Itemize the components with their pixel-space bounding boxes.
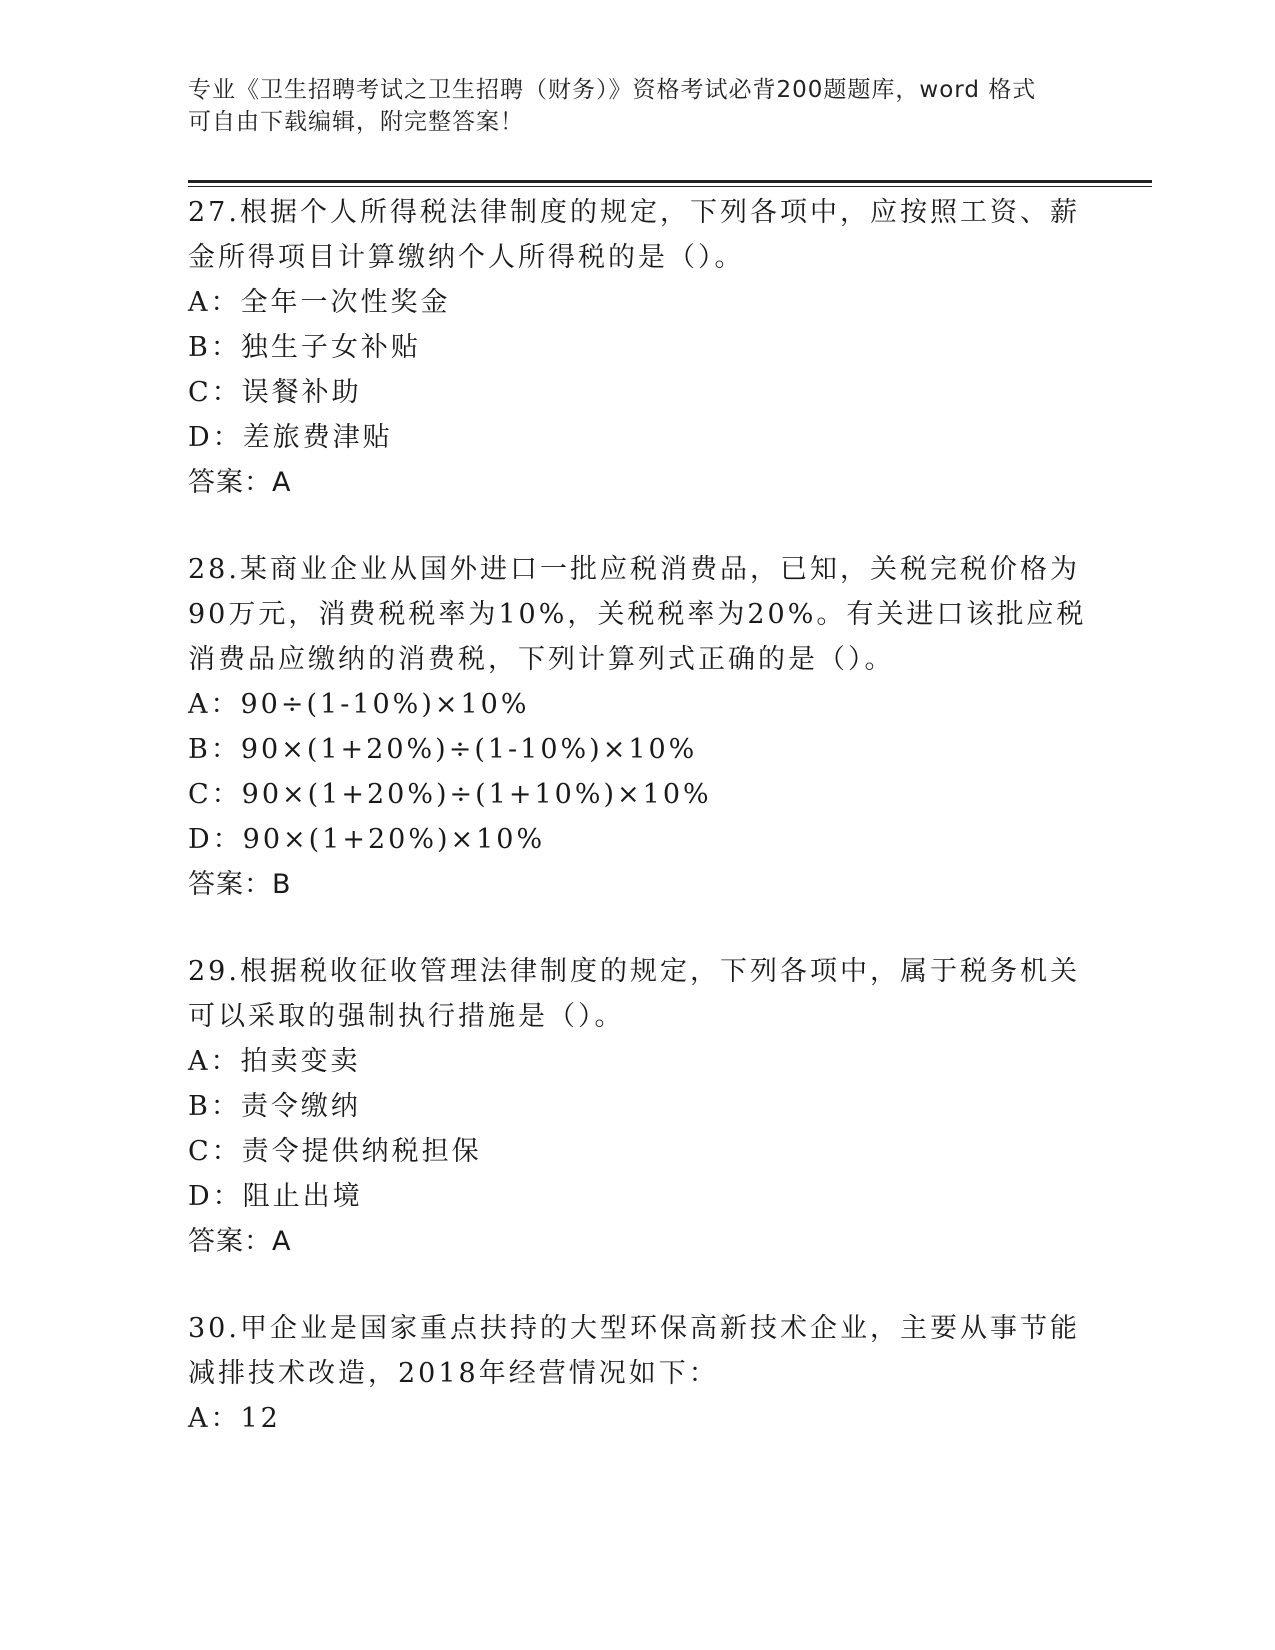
option-c: C：90×(1+20%)÷(1+10%)×10%: [188, 779, 712, 810]
header-line-2: 可自由下载编辑，附完整答案！: [188, 109, 524, 135]
question-29: [188, 949, 1088, 1264]
option-d: D：差旅费津贴: [188, 422, 393, 453]
option-b: B：独生子女补贴: [188, 332, 421, 363]
option-d: D：阻止出境: [188, 1181, 363, 1212]
header-divider-thin: [188, 186, 1152, 187]
option-b: B：90×(1+20%)÷(1-10%)×10%: [188, 734, 698, 765]
question-text: 27.根据个人所得税法律制度的规定，下列各项中，应按照工资、薪金所得项目计算缴纳个人所得税的是（）。: [188, 197, 1080, 273]
option-a: A：12: [188, 1403, 281, 1434]
question-30: [188, 1306, 1088, 1441]
option-c: C：责令提供纳税担保: [188, 1136, 482, 1167]
question-text: 30.甲企业是国家重点扶持的大型环保高新技术企业，主要从事节能减排技术改造，2018年经营情况如下：: [188, 1313, 1080, 1389]
header-line-1: 专业《卫生招聘考试之卫生招聘（财务）》资格考试必背200题题库，word 格式: [188, 77, 1037, 103]
question-27: [188, 190, 1088, 505]
option-b: B：责令缴纳: [188, 1091, 361, 1122]
answer-label: 答案：A: [188, 467, 292, 498]
option-c: C：误餐补助: [188, 377, 362, 408]
question-list: [188, 190, 1088, 1483]
answer-label: 答案：A: [188, 1226, 292, 1257]
document-header: [188, 74, 1088, 138]
question-text: 29.根据税收征收管理法律制度的规定，下列各项中，属于税务机关可以采取的强制执行措施是（）。: [188, 956, 1080, 1032]
question-text: 28.某商业企业从国外进口一批应税消费品，已知，关税完税价格为90万元，消费税税率为10%，关税税率为20%。有关进口该批应税消费品应缴纳的消费税，下列计算列式正确的是（）。: [188, 554, 1087, 675]
option-a: A：拍卖变卖: [188, 1046, 361, 1077]
header-divider-thick: [188, 180, 1152, 183]
option-a: A：全年一次性奖金: [188, 287, 451, 318]
option-d: D：90×(1+20%)×10%: [188, 824, 546, 855]
answer-label: 答案：B: [188, 869, 292, 900]
option-a: A：90÷(1-10%)×10%: [188, 689, 530, 720]
question-28: [188, 547, 1088, 907]
